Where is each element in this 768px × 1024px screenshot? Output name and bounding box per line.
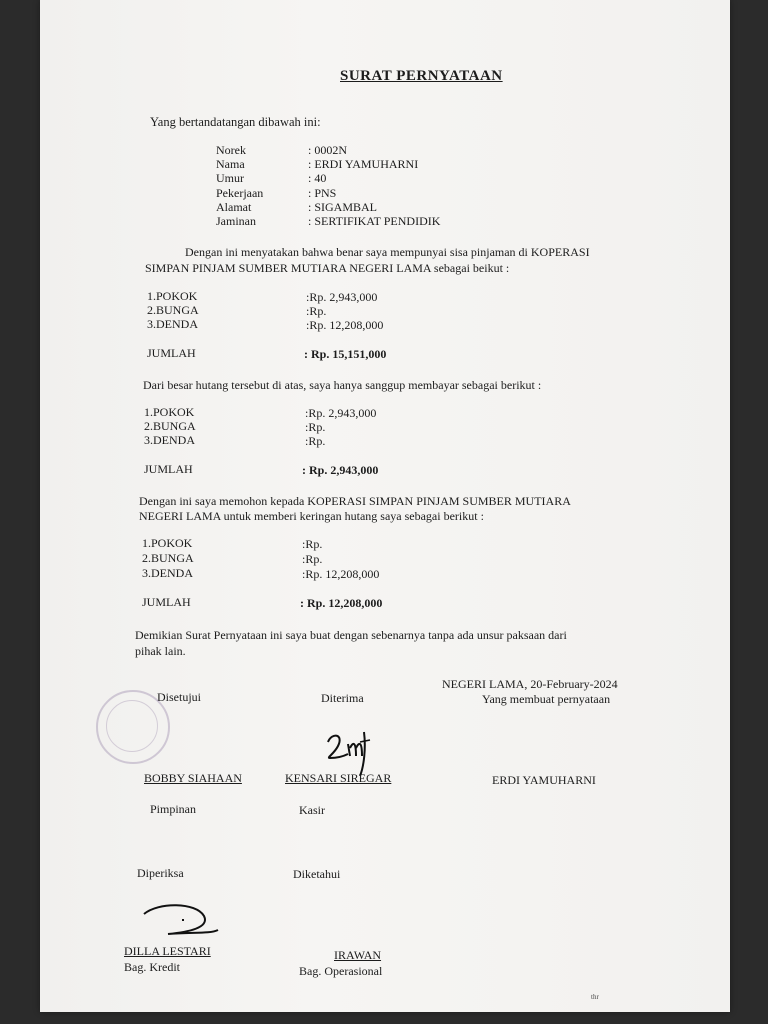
paragraph-2: Dari besar hutang tersebut di atas, saya hanya sanggup membayar sebagai berikut :: [143, 378, 542, 392]
approved-name: BOBBY SIAHAAN: [144, 771, 242, 785]
known-caption: Diketahui: [293, 867, 341, 881]
maker-caption: Yang membuat pernyataan: [482, 692, 611, 706]
intro-text: Yang bertandatangan dibawah ini:: [150, 115, 321, 129]
table-2-value-denda: :Rp.: [305, 434, 326, 448]
place-date: NEGERI LAMA, 20-February-2024: [442, 677, 618, 691]
table-3-value-denda: :Rp. 12,208,000: [302, 567, 380, 581]
table-2-label-bunga: 2.BUNGA: [144, 419, 196, 433]
table-2-total-label: JUMLAH: [144, 462, 193, 476]
paragraph-3-line-2: NEGERI LAMA untuk memberi keringan hutang saya sebagai berikut :: [139, 509, 484, 523]
identity-label-jaminan: Jaminan: [216, 214, 256, 228]
table-3-label-denda: 3.DENDA: [142, 566, 193, 580]
checked-caption: Diperiksa: [137, 866, 184, 880]
received-name: KENSARI SIREGAR: [285, 771, 392, 785]
document-title: SURAT PERNYATAAN: [340, 68, 503, 84]
table-1-label-bunga: 2.BUNGA: [147, 303, 199, 317]
table-1-label-denda: 3.DENDA: [147, 317, 198, 331]
cashier-signature: [320, 722, 380, 777]
identity-value-nama: : ERDI YAMUHARNI: [308, 157, 419, 171]
closing-line-2: pihak lain.: [135, 644, 186, 658]
table-2-value-pokok: :Rp. 2,943,000: [305, 406, 377, 420]
table-1-label-pokok: 1.POKOK: [147, 289, 198, 303]
identity-label-pekerjaan: Pekerjaan: [216, 186, 264, 200]
checked-name: DILLA LESTARI: [124, 944, 211, 958]
identity-value-norek: : 0002N: [308, 143, 347, 157]
identity-value-umur: : 40: [308, 171, 327, 185]
identity-label-alamat: Alamat: [216, 200, 252, 214]
table-3-label-bunga: 2.BUNGA: [142, 551, 194, 565]
table-1-value-bunga: :Rp.: [306, 304, 327, 318]
identity-value-jaminan: : SERTIFIKAT PENDIDIK: [308, 214, 441, 228]
checked-role: Bag. Kredit: [124, 960, 180, 974]
received-caption: Diterima: [321, 691, 364, 705]
approved-caption: Disetujui: [157, 690, 201, 704]
known-role: Bag. Operasional: [299, 964, 383, 978]
table-3-total-value: : Rp. 12,208,000: [300, 596, 383, 610]
table-3-value-bunga: :Rp.: [302, 552, 323, 566]
footer-mark: thr: [591, 993, 599, 1001]
table-2-total-value: : Rp. 2,943,000: [302, 463, 379, 477]
table-3-value-pokok: :Rp.: [302, 537, 323, 551]
table-2-label-denda: 3.DENDA: [144, 433, 195, 447]
paragraph-1-line-2: SIMPAN PINJAM SUMBER MUTIARA NEGERI LAMA sebagai beikut :: [145, 261, 510, 275]
identity-value-alamat: : SIGAMBAL: [308, 200, 378, 214]
identity-label-norek: Norek: [216, 143, 246, 157]
paragraph-3-line-1: Dengan ini saya memohon kepada KOPERASI SIMPAN PINJAM SUMBER MUTIARA: [139, 494, 571, 508]
table-1-value-denda: :Rp. 12,208,000: [306, 318, 384, 332]
table-2-label-pokok: 1.POKOK: [144, 405, 195, 419]
paragraph-1-line-1: Dengan ini menyatakan bahwa benar saya mempunyai sisa pinjaman di KOPERASI: [185, 245, 590, 259]
known-name: IRAWAN: [334, 948, 382, 962]
maker-name: ERDI YAMUHARNI: [492, 773, 596, 787]
table-3-label-pokok: 1.POKOK: [142, 536, 193, 550]
identity-label-umur: Umur: [216, 171, 244, 185]
approved-role: Pimpinan: [150, 802, 197, 816]
table-1-value-pokok: :Rp. 2,943,000: [306, 290, 378, 304]
table-2-value-bunga: :Rp.: [305, 420, 326, 434]
table-3-total-label: JUMLAH: [142, 595, 191, 609]
credit-signature: [138, 900, 228, 940]
received-role: Kasir: [299, 803, 325, 817]
document-page: [40, 0, 730, 1012]
table-1-total-label: JUMLAH: [147, 346, 196, 360]
table-1-total-value: : Rp. 15,151,000: [304, 347, 387, 361]
identity-value-pekerjaan: : PNS: [308, 186, 337, 200]
closing-line-1: Demikian Surat Pernyataan ini saya buat dengan sebenarnya tanpa ada unsur paksaan dari: [135, 628, 567, 642]
cooperative-stamp: [96, 690, 170, 764]
identity-label-nama: Nama: [216, 157, 245, 171]
